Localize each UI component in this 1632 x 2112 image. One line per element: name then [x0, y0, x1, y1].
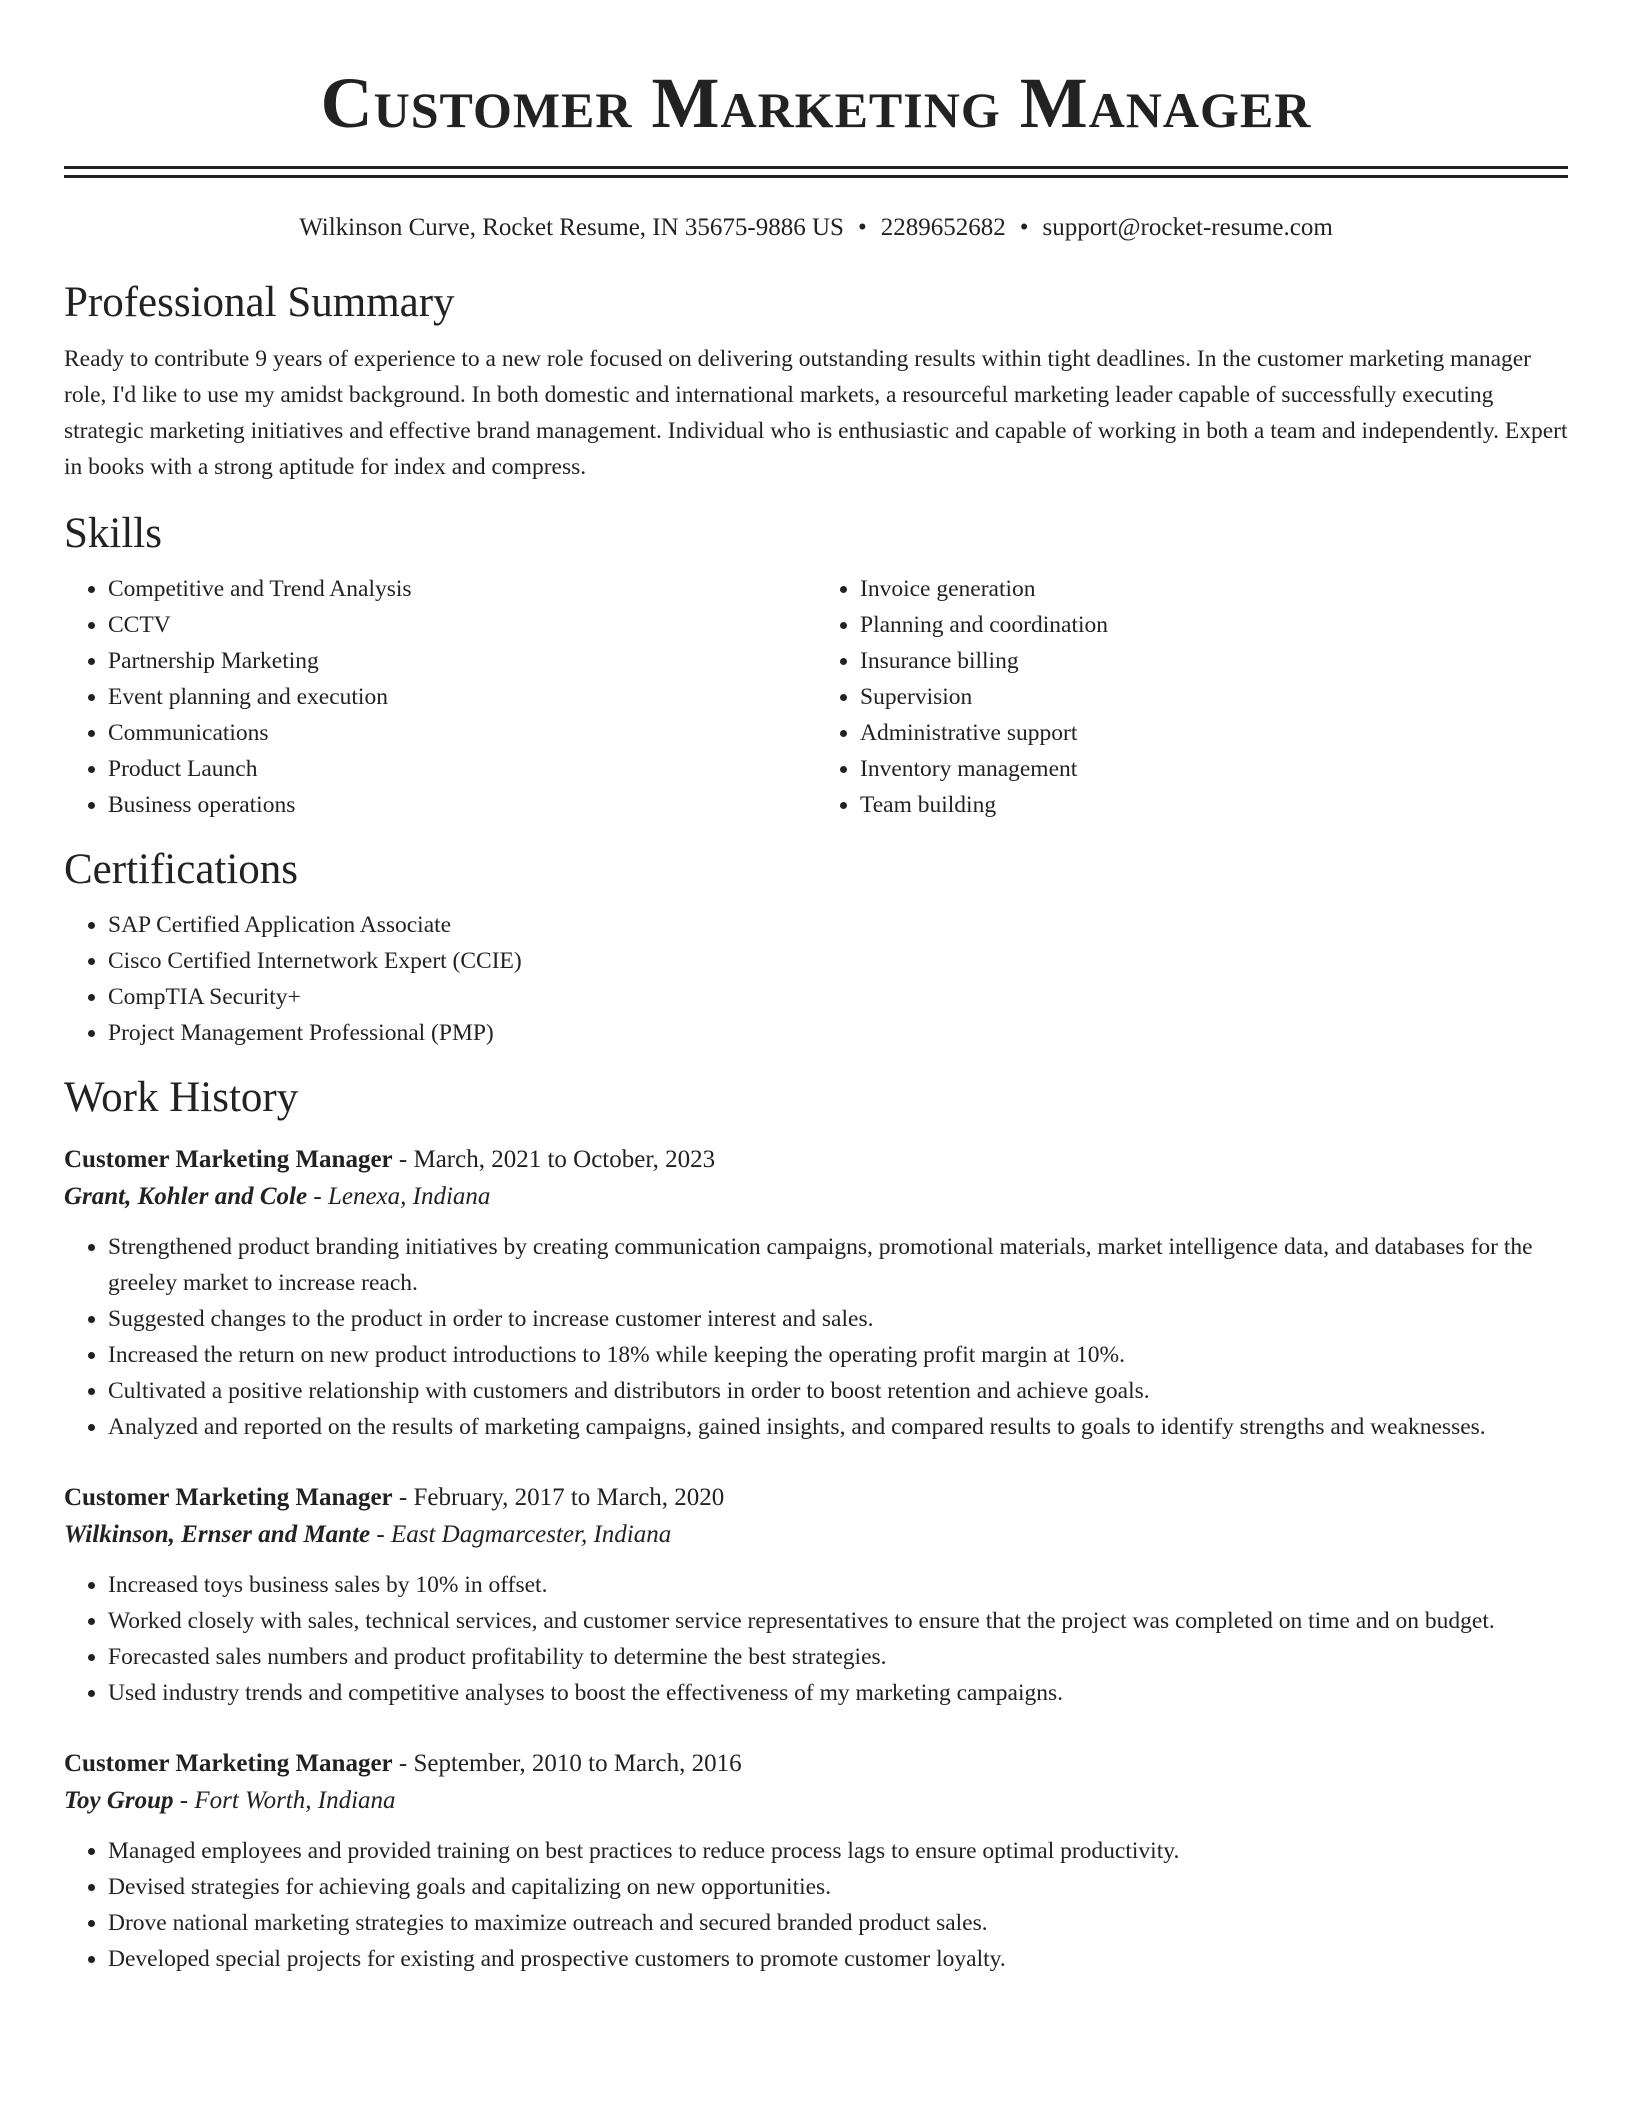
skills-heading: Skills — [64, 510, 162, 557]
skill-item: • Administrative support — [860, 715, 1568, 751]
job-dates: March, 2021 to October, 2023 — [413, 1146, 716, 1173]
skills-list-left — [64, 571, 816, 823]
job-company-line: Toy Group - Fort Worth, Indiana — [64, 1787, 396, 1814]
resume-name: Customer Marketing Manager — [320, 63, 1312, 143]
certification-item: • CompTIA Security+ — [108, 979, 1568, 1015]
job-bullet: • Suggested changes to the product in order to increase customer interest and sales. — [108, 1301, 1568, 1337]
skill-item: • Planning and coordination — [860, 607, 1568, 643]
job-company: Grant, Kohler and Cole — [64, 1183, 308, 1210]
job-company-line: Wilkinson, Ernser and Mante - East Dagmarcester, Indiana — [64, 1521, 672, 1548]
job-bullet: • Managed employees and provided training on best practices to reduce process lags to ensure optimal productivity. — [108, 1833, 1568, 1869]
job-location: Fort Worth, Indiana — [194, 1787, 396, 1814]
job-bullet: • Forecasted sales numbers and product profitability to determine the best strategies. — [108, 1639, 1568, 1675]
job-location: Lenexa, Indiana — [327, 1183, 491, 1210]
certifications-heading: Certifications — [64, 846, 299, 893]
job-entry — [64, 1745, 1568, 1977]
job-bullet: • Developed special projects for existing and prospective customers to promote customer loyalty. — [108, 1941, 1568, 1977]
summary-heading: Professional Summary — [64, 279, 455, 326]
skill-item: • Business operations — [108, 787, 816, 823]
skill-item: • Team building — [860, 787, 1568, 823]
skills-list-right — [816, 571, 1568, 823]
skill-item: • Product Launch — [108, 751, 816, 787]
job-bullet: • Devised strategies for achieving goals and capitalizing on new opportunities. — [108, 1869, 1568, 1905]
job-company: Toy Group — [64, 1787, 174, 1814]
contact-line — [64, 212, 1568, 244]
job-bullets — [64, 1833, 1568, 1977]
header-divider-thick — [64, 166, 1568, 169]
job-bullet: • Increased the return on new product introductions to 18% while keeping the operating profit margin at 10%. — [108, 1337, 1568, 1373]
contact-email: support@rocket-resume.com — [1042, 214, 1333, 241]
skill-item: • Supervision — [860, 679, 1568, 715]
certification-item: • Project Management Professional (PMP) — [108, 1015, 1568, 1051]
job-bullet: • Strengthened product branding initiatives by creating communication campaigns, promotional materials, market intelligence data, and databases for the greeley market to increase reach. — [108, 1229, 1568, 1301]
job-role: Customer Marketing Manager — [64, 1146, 393, 1173]
skill-item: • Insurance billing — [860, 643, 1568, 679]
job-bullet: • Analyzed and reported on the results of marketing campaigns, gained insights, and compared results to goals to identify strengths and weaknesses. — [108, 1409, 1568, 1445]
contact-address: Wilkinson Curve, Rocket Resume, IN 35675-9886 US — [299, 214, 844, 241]
certification-item: • SAP Certified Application Associate — [108, 907, 1568, 943]
skill-item: • Inventory management — [860, 751, 1568, 787]
job-location: East Dagmarcester, Indiana — [390, 1521, 672, 1548]
job-heading: Customer Marketing Manager - February, 2017 to March, 2020 — [64, 1484, 725, 1511]
job-heading: Customer Marketing Manager - March, 2021 to October, 2023 — [64, 1146, 716, 1173]
job-dates: September, 2010 to March, 2016 — [413, 1750, 742, 1777]
job-entry — [64, 1141, 1568, 1445]
certification-item: • Cisco Certified Internetwork Expert (CCIE) — [108, 943, 1568, 979]
skill-item: • Event planning and execution — [108, 679, 816, 715]
job-dates: February, 2017 to March, 2020 — [413, 1484, 725, 1511]
job-bullet: • Increased toys business sales by 10% in offset. — [108, 1567, 1568, 1603]
contact-separator: • — [857, 214, 867, 241]
job-bullet: • Worked closely with sales, technical services, and customer service representatives to ensure that the project was completed on time and on budget. — [108, 1603, 1568, 1639]
skill-item: • Partnership Marketing — [108, 643, 816, 679]
job-role: Customer Marketing Manager — [64, 1484, 393, 1511]
header-divider-thin — [64, 175, 1568, 178]
skill-item: • Communications — [108, 715, 816, 751]
job-company: Wilkinson, Ernser and Mante — [64, 1521, 371, 1548]
job-bullet: • Cultivated a positive relationship with customers and distributors in order to boost retention and achieve goals. — [108, 1373, 1568, 1409]
skill-item: • Invoice generation — [860, 571, 1568, 607]
contact-separator: • — [1019, 214, 1029, 241]
summary-text: Ready to contribute 9 years of experience to a new role focused on delivering outstanding results within tight deadlines. In the customer marketing manager role, I'd like to use my amidst background. In both domestic and international markets, a resourceful marketing leader capable of successfully executing strategic marketing initiatives and effective brand management. Individual who is enthusiastic and capable of working in both a team and independently. Expert in books with a strong aptitude for index and compress. — [64, 346, 1568, 480]
work-history-heading: Work History — [64, 1074, 299, 1121]
skill-item: • Competitive and Trend Analysis — [108, 571, 816, 607]
job-heading: Customer Marketing Manager - September, 2010 to March, 2016 — [64, 1750, 742, 1777]
job-bullet: • Used industry trends and competitive analyses to boost the effectiveness of my marketing campaigns. — [108, 1675, 1568, 1711]
certifications-list — [64, 907, 1568, 1051]
skills-grid — [64, 571, 1568, 823]
contact-phone: 2289652682 — [880, 214, 1006, 241]
job-bullets — [64, 1567, 1568, 1711]
skill-item: • CCTV — [108, 607, 816, 643]
job-role: Customer Marketing Manager — [64, 1750, 393, 1777]
job-entry — [64, 1479, 1568, 1711]
job-bullet: • Drove national marketing strategies to maximize outreach and secured branded product sales. — [108, 1905, 1568, 1941]
job-company-line: Grant, Kohler and Cole - Lenexa, Indiana — [64, 1183, 491, 1210]
job-bullets — [64, 1229, 1568, 1445]
